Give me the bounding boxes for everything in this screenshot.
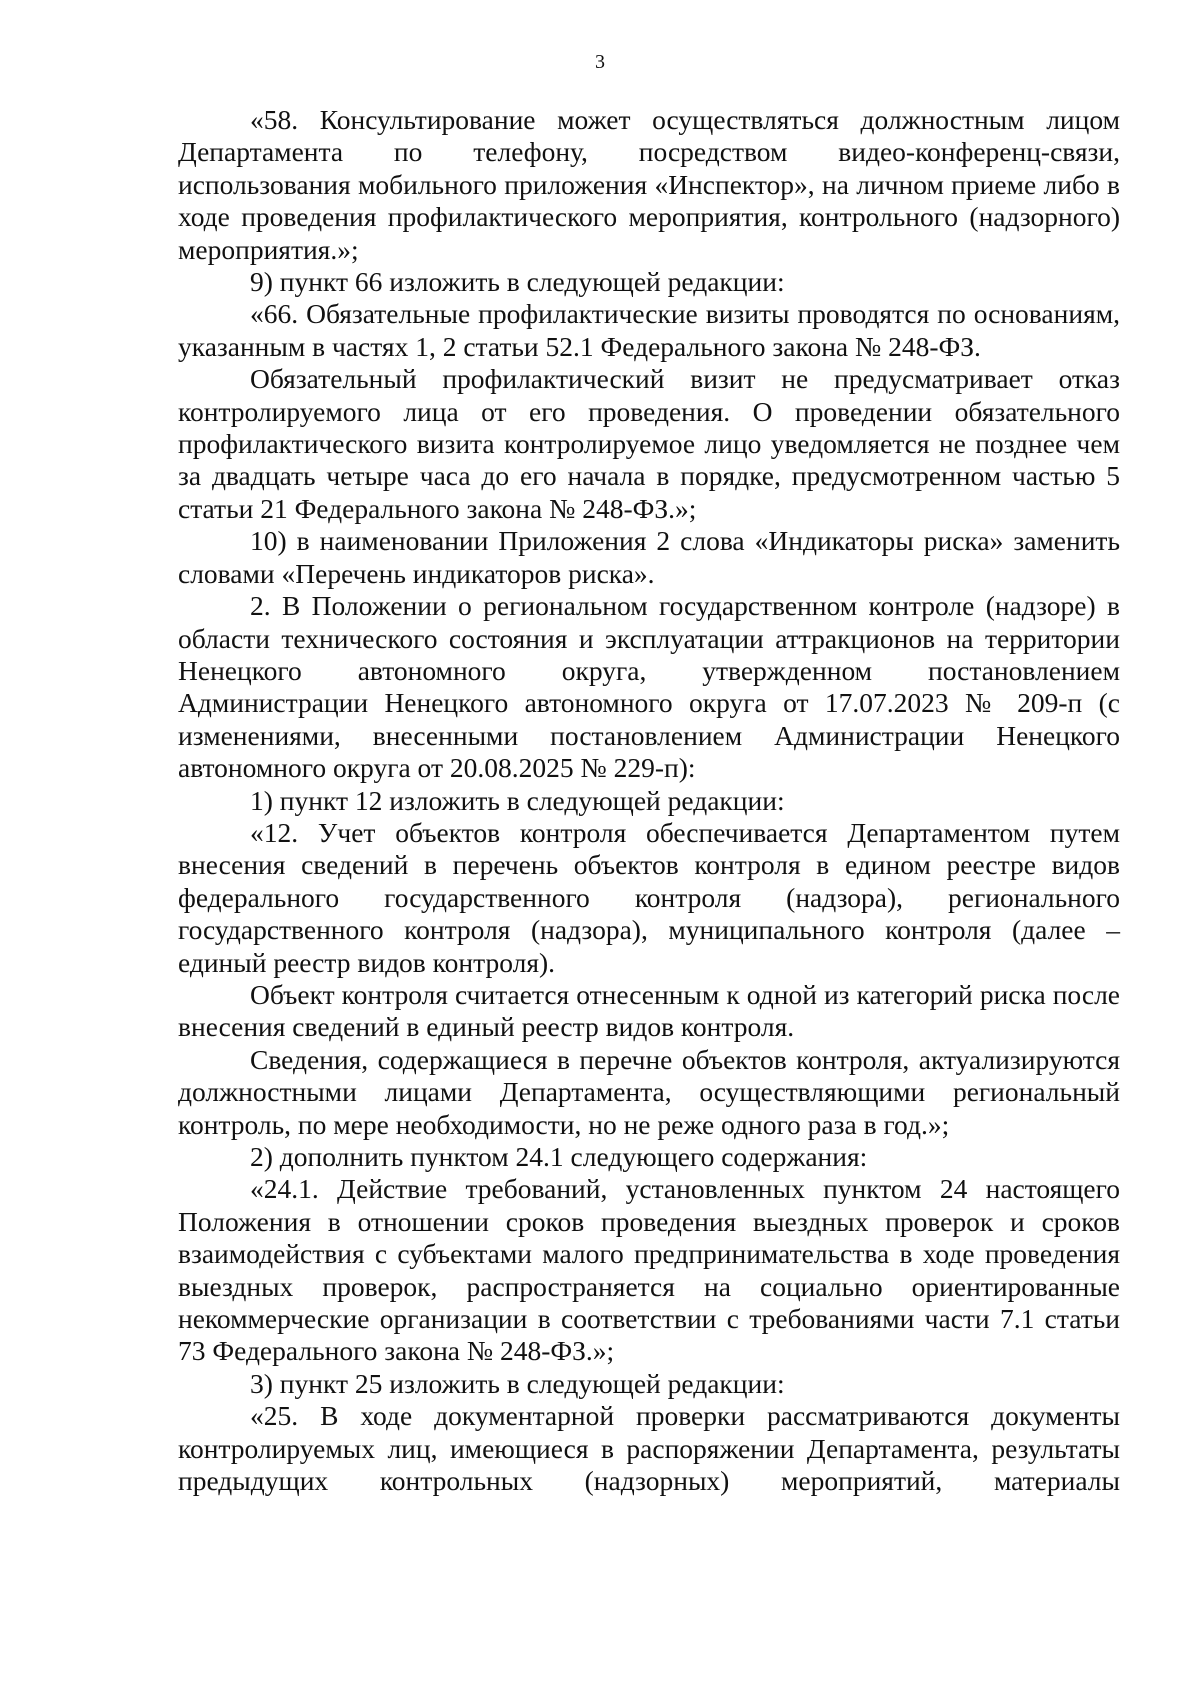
paragraph-58: «58. Консультирование может осуществляться должностным лицом Департамента по телефону, посредством видео-конференц-связи, использования мобильного приложения «Инспектор», на личном приеме либо в ходе проведения профилактического мероприятия, контрольного (надзорного) мероприятия.»; [178,104,1120,265]
paragraph-mandatory-visit: Обязательный профилактический визит не предусматривает отказ контролируемого лица от его проведения. О проведении обязательного профилактического визита контролируемое лицо уведомляется не позднее чем за двадцать четыре часа до его начала в порядке, предусмотренном частью 5 статьи 21 Федерального закона № 248-ФЗ.»; [178,363,1120,524]
document-body [178,104,1120,1497]
paragraph-item-1: 1) пункт 12 изложить в следующей редакции: [250,784,785,816]
paragraph-item-2: 2) дополнить пунктом 24.1 следующего содержания: [250,1141,868,1172]
page-number: 3 [595,51,605,73]
paragraph-12: «12. Учет объектов контроля обеспечивается Департаментом путем внесения сведений в перечень объектов контроля в едином реестре видов федерального государственного контроля (надзора), регионального государственного контроля (надзора), муниципального контроля (далее – единый реестр видов контроля). [178,816,1120,978]
paragraph-66: «66. Обязательные профилактические визиты проводятся по основаниям, указанным в частях 1, 2 статьи 52.1 Федерального закона № 248-ФЗ. [178,298,1120,362]
paragraph-risk-category: Объект контроля считается отнесенным к одной из категорий риска после внесения сведений в единый реестр видов контроля. [178,978,1120,1043]
paragraph-information-update: Сведения, содержащиеся в перечне объектов контроля, актуализируются должностными лицами Департамента, осуществляющими региональный контроль, по мере необходимости, но не реже одного раза в год.»; [178,1043,1120,1140]
paragraph-item-9: 9) пункт 66 изложить в следующей редакции: [250,266,785,298]
paragraph-item-3: 3) пункт 25 изложить в следующей редакции: [250,1367,785,1399]
paragraph-24-1: «24.1. Действие требований, установленных пунктом 24 настоящего Положения в отношении сроков проведения выездных проверок и сроков взаимодействия с субъектами малого предпринимательства в ходе проведения выездных проверок, распространяется на социально ориентированные некоммерческие организации в соответствии с требованиями части 7.1 статьи 73 Федерального закона № 248-ФЗ.»; [178,1173,1120,1367]
paragraph-section-2: 2. В Положении о региональном государственном контроле (надзоре) в области технического состояния и эксплуатации аттракционов на территории Ненецкого автономного округа, утвержденном постановлением Администрации Ненецкого автономного округа от 17.07.2023 № 209-п (с изменениями, внесенными постановлением Администрации Ненецкого автономного округа от 20.08.2025 № 229-п): [178,590,1120,784]
paragraph-25: «25. В ходе документарной проверки рассматриваются документы контролируемых лиц, имеющиеся в распоряжении Департамента, результаты предыдущих контрольных (надзорных) мероприятий, материалы [178,1400,1120,1497]
paragraph-item-10: 10) в наименовании Приложения 2 слова «Индикаторы риска» заменить словами «Перечень индикаторов риска». [178,525,1120,589]
